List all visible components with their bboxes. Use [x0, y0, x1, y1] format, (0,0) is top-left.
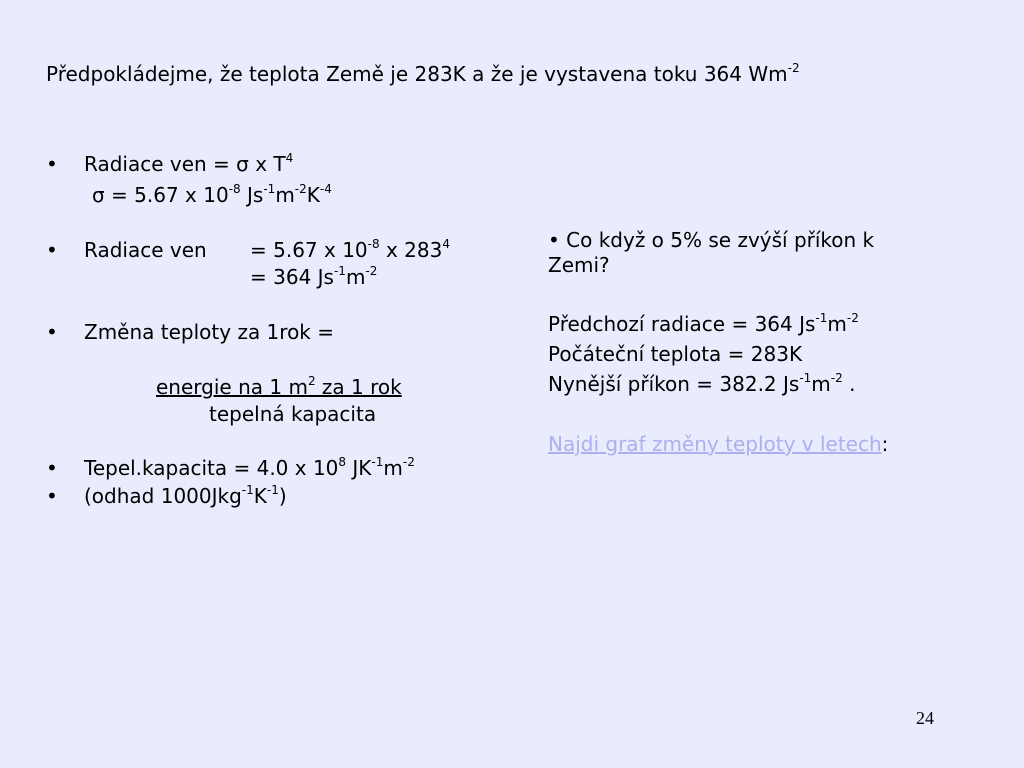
fraction-numerator: energie na 1 $m^2$ za 1 rok	[156, 374, 402, 399]
bullet-marker: •	[46, 484, 58, 508]
graph-link[interactable]: Najdi graf změny teploty v letech	[548, 432, 882, 456]
estimate: (odhad $1000Jkg^{-1}K^{-1}$)	[84, 483, 287, 508]
graph-link-line: Najdi graf změny teploty v letech:	[548, 432, 889, 456]
question-line2: Zemi?	[548, 253, 610, 277]
temp-change-label: Změna teploty za 1rok =	[84, 320, 334, 344]
previous-radiation: Předchozí radiace = 364 $Js^{-1}m^{-2}$	[548, 311, 859, 336]
page-number: 24	[916, 708, 934, 728]
radiation-out-result: = 364 $Js^{-1}m^{-2}$	[250, 264, 378, 289]
bullet-marker: •	[46, 238, 58, 262]
question-line1: • Co když o 5% se zvýší příkon k	[548, 228, 875, 252]
radiation-out-calc: = 5.67 x $10^{-8}$ x $283^4$	[250, 237, 450, 262]
fraction-denominator: tepelná kapacita	[209, 402, 377, 426]
bullet-marker: •	[46, 152, 58, 176]
initial-temperature: Počáteční teplota = 283K	[548, 342, 803, 366]
bullet-marker: •	[46, 456, 58, 480]
bullet-marker: •	[46, 320, 58, 344]
current-input: Nynější příkon = 382.2 $Js^{-1}m^{-2}$ .	[548, 371, 856, 396]
radiation-out-label: Radiace ven	[84, 238, 207, 262]
radiation-formula: Radiace ven = σ x $T^4$	[84, 151, 294, 176]
heat-capacity: Tepel.kapacita = 4.0 x $10^8$ $JK^{-1}m^{-2}$	[84, 455, 415, 480]
sigma-constant: σ = 5.67 x $10^{-8}$ $Js^{-1}m^{-2}K^{-4}$	[92, 182, 332, 207]
slide-title: Předpokládejme, že teplota Země je 283K a že je vystavena toku 364 $Wm^{-2}$	[46, 61, 800, 86]
